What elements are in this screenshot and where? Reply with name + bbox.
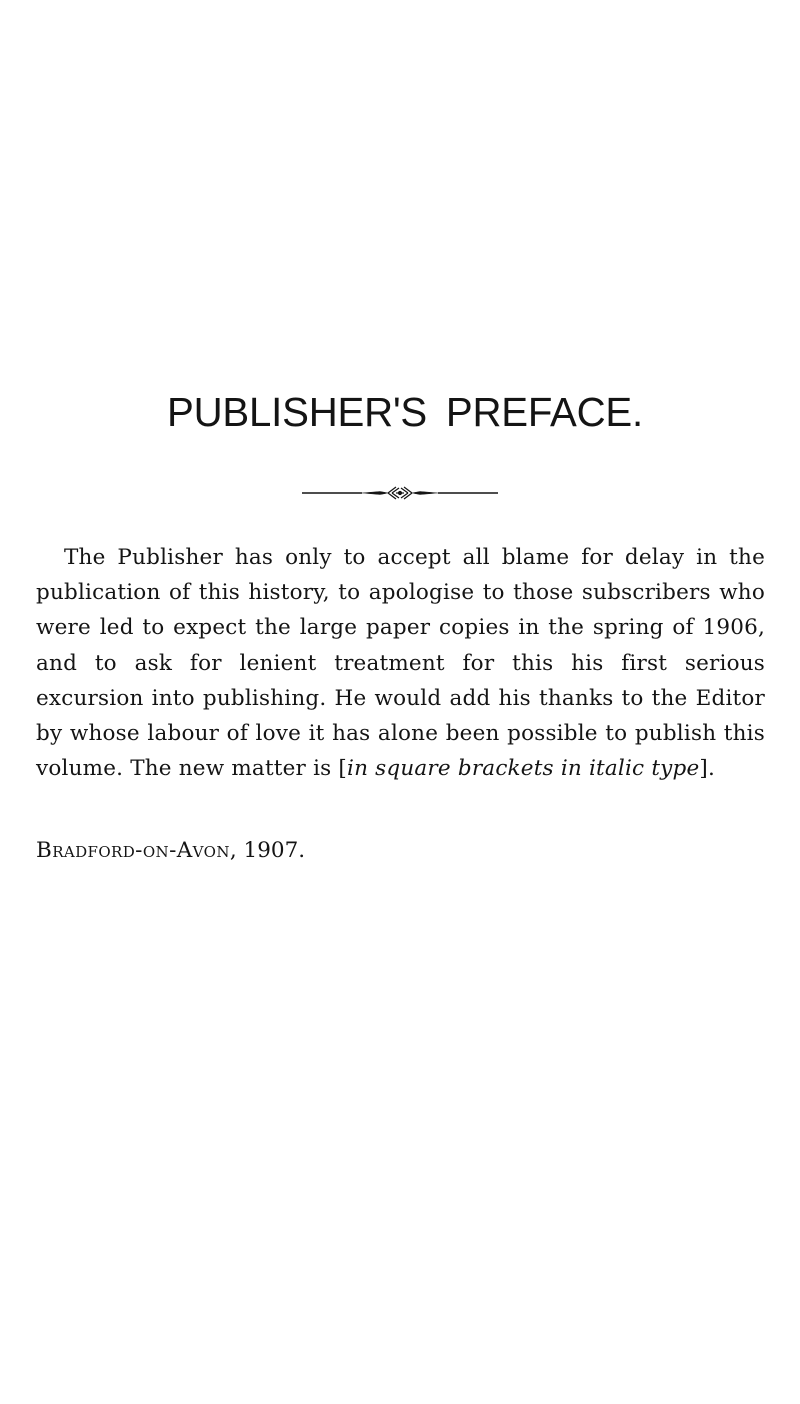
preface-paragraph <box>36 540 765 786</box>
ornamental-rule-icon <box>300 484 500 502</box>
signature-line <box>36 836 305 866</box>
signature-separator: , <box>229 838 244 863</box>
preface-text: The Publisher has only to accept all blame for delay in the publication of this history, to apologise to those subscribers who were led to expect the large paper copies in the spring of 1906, and to ask for lenient treatment for this his first serious excursion into publishing. He would add his thanks to the Editor by whose labour of love it has alone been possible to publish this volume. The new matter is [ <box>36 545 765 782</box>
preface-body <box>36 540 765 786</box>
signature-year: 1907. <box>243 838 306 863</box>
preface-italic-text: in square brackets in italic type <box>347 756 700 782</box>
signature-place: Bradford-on-Avon <box>36 838 230 863</box>
preface-text-end: ]. <box>699 756 716 782</box>
page-title: PUBLISHER'S PREFACE. <box>166 389 644 435</box>
